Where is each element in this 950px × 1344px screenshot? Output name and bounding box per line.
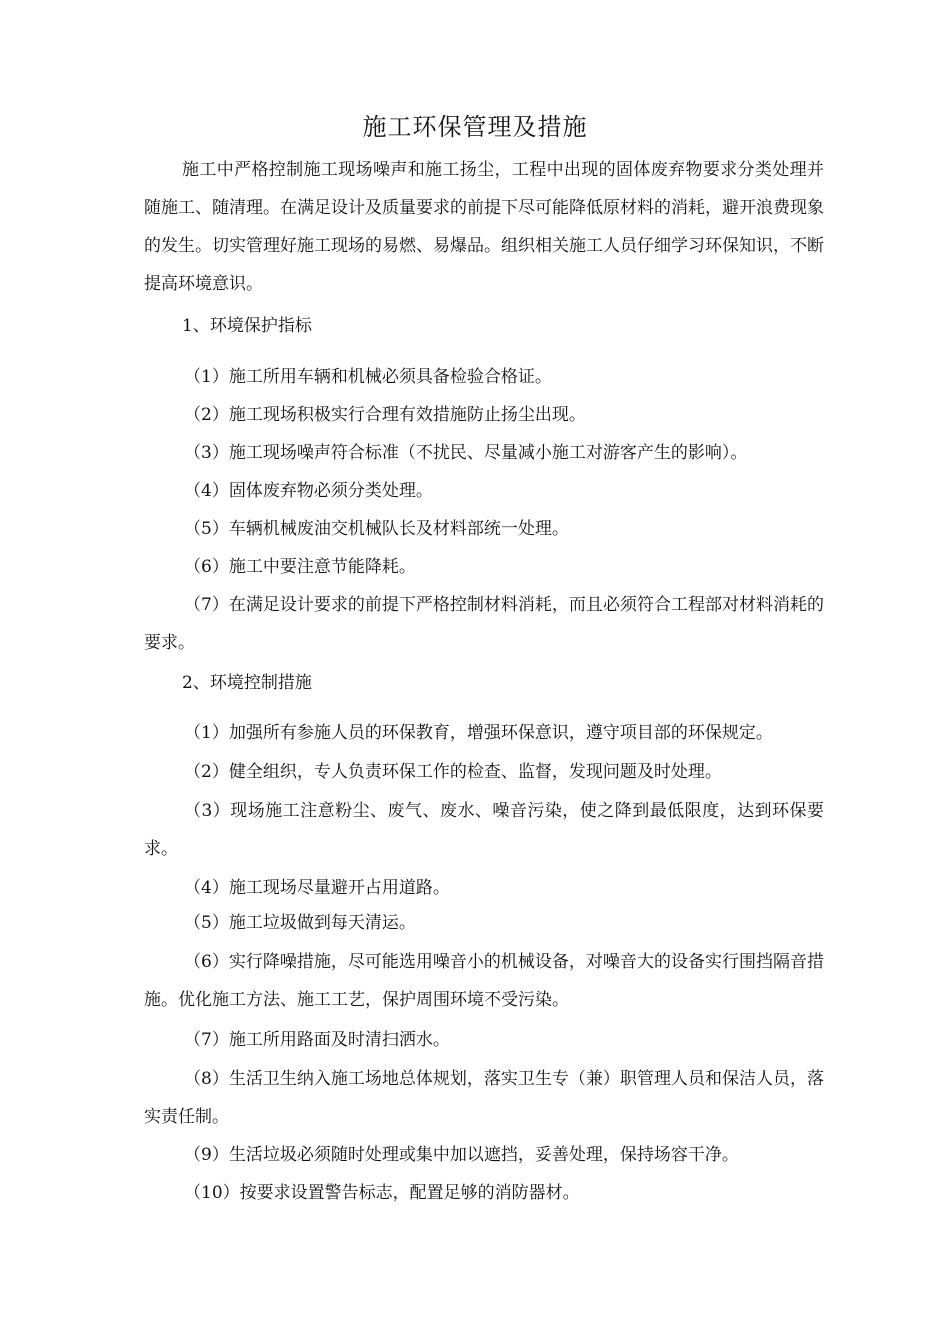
section2-item: （2）健全组织，专人负责环保工作的检查、监督，发现问题及时处理。 bbox=[184, 762, 722, 782]
section2-item: （9）生活垃圾必须随时处理或集中加以遮挡，妥善处理，保持场容干净。 bbox=[184, 1145, 739, 1165]
section2-item: （4）施工现场尽量避开占用道路。 bbox=[184, 878, 450, 898]
section1-item: （2）施工现场积极实行合理有效措施防止扬尘出现。 bbox=[184, 405, 586, 425]
section1-item: （1）施工所用车辆和机械必须具备检验合格证。 bbox=[184, 367, 552, 387]
document-title: 施工环保管理及措施 bbox=[362, 113, 588, 141]
section2-item: （7）施工所用路面及时清扫洒水。 bbox=[184, 1030, 450, 1050]
section-heading-environment-protection: 1、环境保护指标 bbox=[182, 316, 312, 336]
section1-item: （7）在满足设计要求的前提下严格控制材料消耗，而且必须符合工程部对材料消耗的要求。 bbox=[144, 595, 824, 653]
section2-item: （5）施工垃圾做到每天清运。 bbox=[184, 913, 416, 933]
intro-paragraph: 施工中严格控制施工现场噪声和施工扬尘，工程中出现的固体废弃物要求分类处理并随施工、随清理。在满足设计及质量要求的前提下尽可能降低原材料的消耗，避开浪费现象的发生。切实管理好施工现场的易燃、易爆品。组织相关施工人员仔细学习环保知识，不断提高环境意识。 bbox=[144, 160, 824, 294]
section1-item: （6）施工中要注意节能降耗。 bbox=[184, 557, 416, 577]
section2-item: （6）实行降噪措施，尽可能选用噪音小的机械设备，对噪音大的设备实行围挡隔音措施。优化施工方法、施工工艺，保护周围环境不受污染。 bbox=[144, 952, 824, 1010]
section-heading-environment-control: 2、环境控制措施 bbox=[182, 673, 312, 693]
section2-item: （8）生活卫生纳入施工场地总体规划，落实卫生专（兼）职管理人员和保洁人员，落实责任制。 bbox=[144, 1069, 824, 1127]
section2-item: （1）加强所有参施人员的环保教育，增强环保意识，遵守项目部的环保规定。 bbox=[184, 723, 773, 743]
section1-item: （5）车辆机械废油交机械队长及材料部统一处理。 bbox=[184, 519, 569, 539]
section1-item: （4）固体废弃物必须分类处理。 bbox=[184, 481, 433, 501]
section1-item: （3）施工现场噪声符合标准（不扰民、尽量减小施工对游客产生的影响）。 bbox=[184, 443, 748, 463]
section2-item: （10）按要求设置警告标志，配置足够的消防器材。 bbox=[184, 1183, 580, 1203]
section2-item: （3）现场施工注意粉尘、废气、废水、噪音污染，使之降到最低限度，达到环保要求。 bbox=[144, 801, 824, 859]
